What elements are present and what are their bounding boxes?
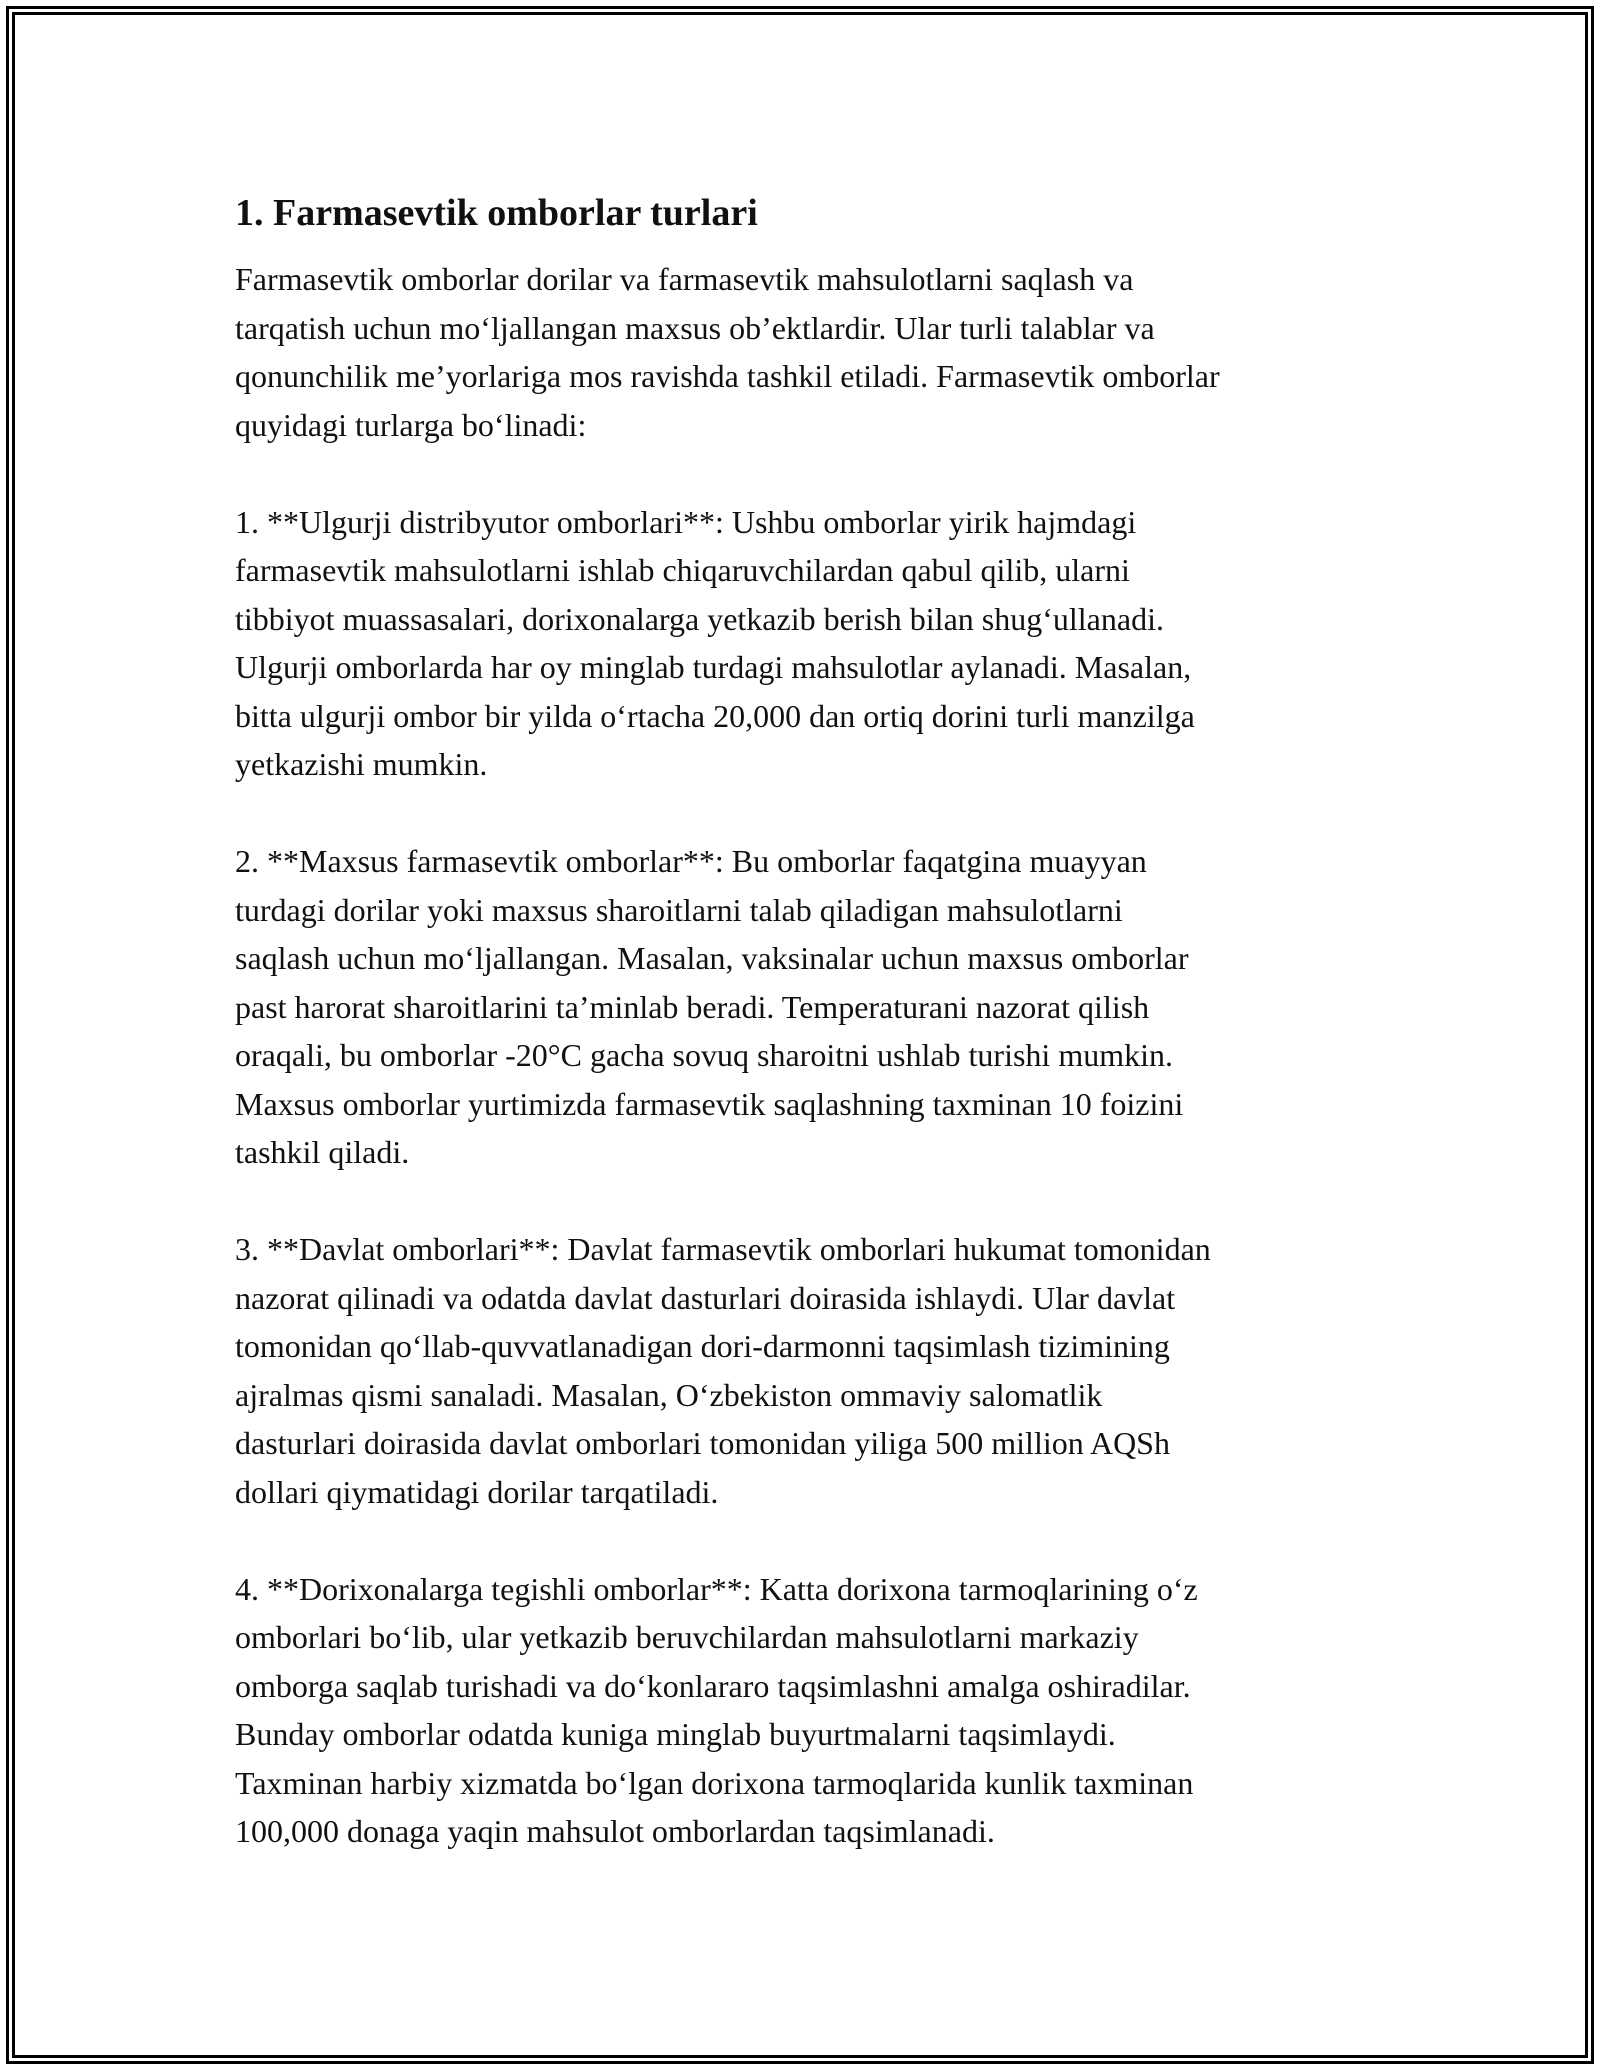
intro-paragraph: Farmasevtik omborlar dorilar va farmasevtik mahsulotlarni saqlash va tarqatish uchun mo‘ljallangan maxsus ob’ektlardir. Ular turli talablar va qonunchilik me’yorlariga mos ravishda tashkil etiladi. Farmasevtik omborlar quyidagi turlarga bo‘linadi:: [235, 261, 1220, 443]
list-item-wholesale-warehouses: 1. **Ulgurji distribyutor omborlari**: Ushbu omborlar yirik hajmdagi farmasevtik mahsulotlarni ishlab chiqaruvchilardan qabul qilib, ularni tibbiyot muassasalari, dorixonalarga yetkazib berish bilan shug‘ullanadi. Ulgurji omborlarda har oy minglab turdagi mahsulotlar aylanadi. Masalan, bitta ulgurji ombor bir yilda o‘rtacha 20,000 dan ortiq dorini turli manzilga yetkazishi mumkin.: [235, 503, 1195, 782]
list-item-pharmacy-warehouses: 4. **Dorixonalarga tegishli omborlar**: Katta dorixona tarmoqlarining o‘z omborlari bo‘lib, ular yetkazib beruvchilardan mahsulotlarni markaziy omborga saqlab turishadi va do‘konlararo taqsimlashni amalga oshiradilar. Bunday omborlar odatda kuniga minglab buyurtmalarni taqsimlaydi. Taxminan harbiy xizmatda bo‘lgan dorixona tarmoqlarida kunlik taxminan 100,000 donaga yaqin mahsulot omborlardan taqsimlanadi.: [235, 1570, 1198, 1849]
list-item-special-warehouses: 2. **Maxsus farmasevtik omborlar**: Bu omborlar faqatgina muayyan turdagi dorilar yoki maxsus sharoitlarni talab qiladigan mahsulotlarni saqlash uchun mo‘ljallangan. Masalan, vaksinalar uchun maxsus omborlar past harorat sharoitlarini ta’minlab beradi. Temperaturani nazorat qilish oraqali, bu omborlar -20°C gacha sovuq sharoitni ushlab turishi mumkin. Maxsus omborlar yurtimizda farmasevtik saqlashning taxminan 10 foizini tashkil qiladi.: [235, 843, 1189, 1170]
section-heading: 1. Farmasevtik omborlar turlari: [235, 192, 758, 234]
document-body: [235, 185, 1385, 1904]
list-item-state-warehouses: 3. **Davlat omborlari**: Davlat farmasevtik omborlari hukumat tomonidan nazorat qilinadi va odatda davlat dasturlari doirasida ishlaydi. Ular davlat tomonidan qo‘llab-quvvatlanadigan dori-darmonni taqsimlash tizimining ajralmas qismi sanaladi. Masalan, O‘zbekiston ommaviy salomatlik dasturlari doirasida davlat omborlari tomonidan yiliga 500 million AQSh dollari qiymatidagi dorilar tarqatiladi.: [235, 1231, 1211, 1510]
